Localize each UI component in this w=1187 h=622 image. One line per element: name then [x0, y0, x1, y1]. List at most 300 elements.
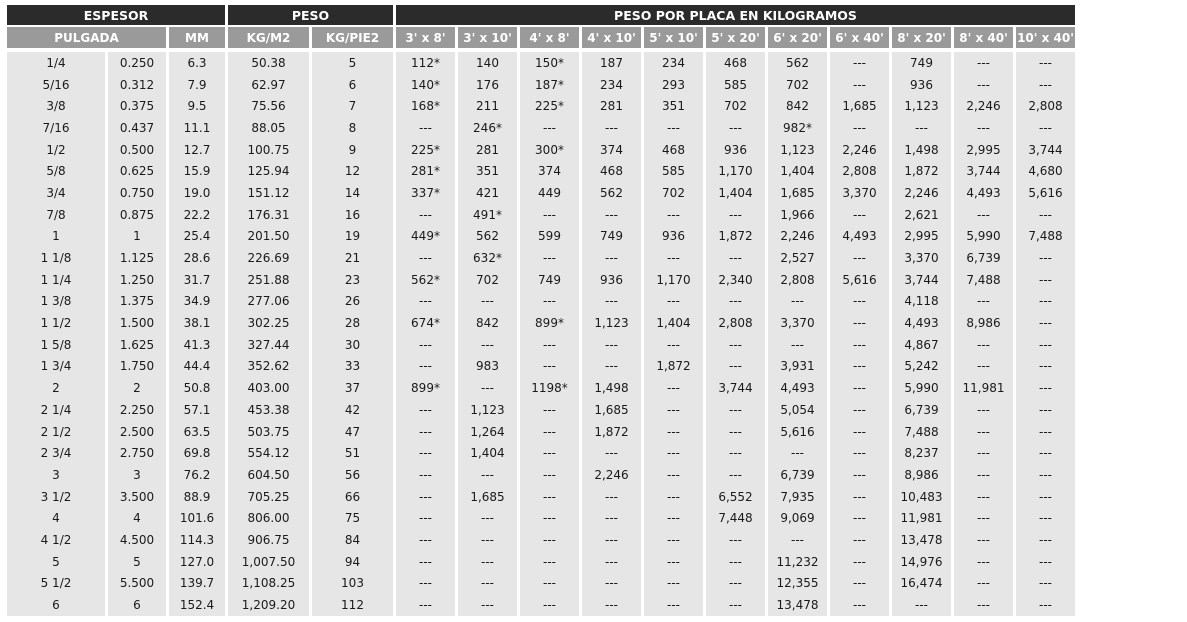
table-cell: 2,808 — [1016, 95, 1075, 117]
table-cell: 5 — [108, 551, 166, 573]
table-cell: 10,483 — [892, 486, 951, 508]
table-cell: 0.437 — [108, 117, 166, 139]
table-cell: 34.9 — [169, 291, 225, 313]
table-cell: 2 — [7, 377, 105, 399]
table-cell: 37 — [312, 377, 393, 399]
column-header: 6' x 40' — [830, 25, 889, 48]
table-cell: --- — [582, 117, 641, 139]
table-cell: 4,680 — [1016, 160, 1075, 182]
table-cell: --- — [1016, 269, 1075, 291]
table-row — [7, 464, 1075, 486]
table-cell: --- — [830, 377, 889, 399]
table-cell: --- — [954, 529, 1013, 551]
table-cell: 1,498 — [892, 139, 951, 161]
column-header: 5' x 20' — [706, 25, 765, 48]
table-cell: 4,867 — [892, 334, 951, 356]
table-cell: --- — [520, 204, 579, 226]
table-cell: 6 — [108, 594, 166, 616]
table-cell: 12,355 — [768, 573, 827, 595]
table-cell: --- — [582, 594, 641, 616]
table-cell: 234 — [582, 74, 641, 96]
column-header: 3' x 10' — [458, 25, 517, 48]
table-cell: 94 — [312, 551, 393, 573]
table-cell: --- — [582, 204, 641, 226]
table-cell: --- — [892, 594, 951, 616]
table-cell: --- — [954, 486, 1013, 508]
table-cell: --- — [830, 74, 889, 96]
table-cell: 187 — [582, 52, 641, 74]
table-cell: 1,170 — [644, 269, 703, 291]
table-cell: 702 — [644, 182, 703, 204]
table-cell: --- — [458, 334, 517, 356]
table-cell: --- — [1016, 74, 1075, 96]
table-cell: 114.3 — [169, 529, 225, 551]
table-cell: 1 1/8 — [7, 247, 105, 269]
table-cell: 3/4 — [7, 182, 105, 204]
table-cell: 251.88 — [228, 269, 309, 291]
table-cell: 806.00 — [228, 507, 309, 529]
table-cell: --- — [1016, 594, 1075, 616]
table-cell: --- — [706, 204, 765, 226]
table-cell: --- — [396, 291, 455, 313]
table-cell: 562 — [458, 226, 517, 248]
table-cell: --- — [520, 442, 579, 464]
table-cell: --- — [830, 486, 889, 508]
table-cell: 84 — [312, 529, 393, 551]
table-cell: 468 — [644, 139, 703, 161]
table-cell: 12 — [312, 160, 393, 182]
table-cell: 28.6 — [169, 247, 225, 269]
table-cell: 4.500 — [108, 529, 166, 551]
table-cell: 6.3 — [169, 52, 225, 74]
table-cell: 1.500 — [108, 312, 166, 334]
table-cell: --- — [520, 551, 579, 573]
column-header: PULGADA — [7, 25, 166, 48]
column-header: 5' x 10' — [644, 25, 703, 48]
table-cell: 31.7 — [169, 269, 225, 291]
table-cell: 899* — [520, 312, 579, 334]
table-cell: 2,621 — [892, 204, 951, 226]
table-cell: 468 — [706, 52, 765, 74]
column-header: 10' x 40' — [1016, 25, 1075, 48]
table-cell: --- — [1016, 529, 1075, 551]
table-cell: --- — [458, 594, 517, 616]
table-cell: --- — [706, 399, 765, 421]
table-row — [7, 551, 1075, 573]
table-cell: 3 — [7, 464, 105, 486]
table-cell: 842 — [768, 95, 827, 117]
table-cell: --- — [1016, 356, 1075, 378]
table-cell: --- — [396, 551, 455, 573]
table-cell: 403.00 — [228, 377, 309, 399]
table-cell: --- — [644, 594, 703, 616]
table-cell: --- — [458, 377, 517, 399]
table-row — [7, 226, 1075, 248]
table-cell: 449* — [396, 226, 455, 248]
table-cell: 300* — [520, 139, 579, 161]
table-cell: --- — [520, 399, 579, 421]
table-cell: --- — [396, 529, 455, 551]
table-cell: 374 — [582, 139, 641, 161]
table-cell: --- — [396, 247, 455, 269]
table-cell: 5,616 — [830, 269, 889, 291]
table-cell: --- — [520, 464, 579, 486]
table-row — [7, 312, 1075, 334]
table-row — [7, 182, 1075, 204]
table-cell: 4,118 — [892, 291, 951, 313]
table-cell: --- — [644, 551, 703, 573]
table-cell: 152.4 — [169, 594, 225, 616]
table-cell: 201.50 — [228, 226, 309, 248]
table-cell: 44.4 — [169, 356, 225, 378]
table-cell: --- — [458, 529, 517, 551]
table-cell: 585 — [644, 160, 703, 182]
table-cell: 1,007.50 — [228, 551, 309, 573]
table-cell: --- — [396, 486, 455, 508]
table-cell: --- — [768, 291, 827, 313]
table-cell: --- — [706, 356, 765, 378]
table-row — [7, 507, 1075, 529]
table-cell: --- — [582, 334, 641, 356]
table-cell: 1,872 — [582, 421, 641, 443]
table-cell: --- — [830, 442, 889, 464]
column-header: 8' x 40' — [954, 25, 1013, 48]
table-cell: 8,986 — [954, 312, 1013, 334]
table-cell: 1,404 — [768, 160, 827, 182]
table-row — [7, 334, 1075, 356]
table-row — [7, 291, 1075, 313]
table-row — [7, 421, 1075, 443]
table-cell: 3,744 — [706, 377, 765, 399]
table-cell: --- — [954, 573, 1013, 595]
table-cell: 7.9 — [169, 74, 225, 96]
table-cell: --- — [830, 52, 889, 74]
table-cell: 562* — [396, 269, 455, 291]
table-body — [7, 52, 1075, 616]
table-cell: 2,246 — [768, 226, 827, 248]
table-cell: --- — [520, 334, 579, 356]
table-cell: 13,478 — [768, 594, 827, 616]
table-cell: 14,976 — [892, 551, 951, 573]
table-cell: 7,488 — [954, 269, 1013, 291]
table-cell: --- — [582, 247, 641, 269]
table-cell: 3,370 — [892, 247, 951, 269]
table-cell: --- — [830, 291, 889, 313]
table-cell: 5,616 — [768, 421, 827, 443]
table-cell: --- — [396, 573, 455, 595]
table-cell: --- — [1016, 399, 1075, 421]
table-row — [7, 95, 1075, 117]
table-cell: 225* — [396, 139, 455, 161]
column-header: KG/M2 — [228, 25, 309, 48]
table-cell: 0.500 — [108, 139, 166, 161]
table-cell: 2,246 — [582, 464, 641, 486]
table-cell: 1,209.20 — [228, 594, 309, 616]
table-cell: --- — [582, 442, 641, 464]
group-header-weight: PESO — [228, 5, 393, 25]
table-cell: 281 — [582, 95, 641, 117]
table-cell: 9 — [312, 139, 393, 161]
table-cell: --- — [458, 291, 517, 313]
table-cell: 62.97 — [228, 74, 309, 96]
table-cell: 50.8 — [169, 377, 225, 399]
table-cell: 150* — [520, 52, 579, 74]
table-cell: --- — [520, 356, 579, 378]
table-cell: 1,123 — [458, 399, 517, 421]
table-cell: --- — [458, 573, 517, 595]
table-cell: --- — [830, 399, 889, 421]
table-cell: 2.250 — [108, 399, 166, 421]
table-cell: --- — [396, 356, 455, 378]
table-cell: 6 — [312, 74, 393, 96]
table-cell: 76.2 — [169, 464, 225, 486]
table-cell: 11,981 — [892, 507, 951, 529]
table-cell: --- — [396, 442, 455, 464]
table-cell: 5 — [312, 52, 393, 74]
table-cell: 56 — [312, 464, 393, 486]
table-row — [7, 139, 1075, 161]
table-row — [7, 594, 1075, 616]
table-cell: --- — [830, 507, 889, 529]
table-cell: 75.56 — [228, 95, 309, 117]
table-cell: --- — [520, 594, 579, 616]
table-cell: 0.750 — [108, 182, 166, 204]
table-row — [7, 247, 1075, 269]
table-cell: 1 3/8 — [7, 291, 105, 313]
table-cell: 2,246 — [830, 139, 889, 161]
table-cell: 6,552 — [706, 486, 765, 508]
table-cell: --- — [644, 486, 703, 508]
table-cell: --- — [1016, 52, 1075, 74]
table-row — [7, 573, 1075, 595]
table-cell: 7/8 — [7, 204, 105, 226]
table-cell: --- — [706, 594, 765, 616]
column-header: KG/PIE2 — [312, 25, 393, 48]
table-cell: 1198* — [520, 377, 579, 399]
table-cell: 983 — [458, 356, 517, 378]
table-cell: --- — [830, 204, 889, 226]
table-cell: 47 — [312, 421, 393, 443]
table-cell: 1 1/4 — [7, 269, 105, 291]
table-cell: 5/16 — [7, 74, 105, 96]
table-cell: 1.125 — [108, 247, 166, 269]
table-cell: --- — [1016, 486, 1075, 508]
table-cell: --- — [954, 334, 1013, 356]
table-cell: --- — [1016, 334, 1075, 356]
table-cell: 140* — [396, 74, 455, 96]
table-cell: 374 — [520, 160, 579, 182]
table-cell: 1,170 — [706, 160, 765, 182]
table-cell: 302.25 — [228, 312, 309, 334]
table-row — [7, 52, 1075, 74]
table-cell: 176.31 — [228, 204, 309, 226]
table-cell: 281 — [458, 139, 517, 161]
table-cell: --- — [520, 291, 579, 313]
table-cell: --- — [830, 573, 889, 595]
table-cell: 4,493 — [768, 377, 827, 399]
table-cell: 176 — [458, 74, 517, 96]
table-cell: 66 — [312, 486, 393, 508]
table-cell: 4,493 — [892, 312, 951, 334]
table-cell: --- — [520, 421, 579, 443]
table-cell: 1,123 — [768, 139, 827, 161]
table-cell: 33 — [312, 356, 393, 378]
table-cell: --- — [706, 573, 765, 595]
table-cell: 491* — [458, 204, 517, 226]
table-cell: 1,123 — [892, 95, 951, 117]
table-cell: 2 3/4 — [7, 442, 105, 464]
table-cell: --- — [830, 529, 889, 551]
table-cell: --- — [706, 551, 765, 573]
table-cell: 1.750 — [108, 356, 166, 378]
table-cell: 1.375 — [108, 291, 166, 313]
table-cell: 26 — [312, 291, 393, 313]
table-cell: 5.500 — [108, 573, 166, 595]
table-cell: 3 — [108, 464, 166, 486]
table-cell: 5 — [7, 551, 105, 573]
table-cell: --- — [768, 442, 827, 464]
table-cell: --- — [830, 421, 889, 443]
table-cell: --- — [1016, 442, 1075, 464]
table-cell: 69.8 — [169, 442, 225, 464]
table-cell: 7 — [312, 95, 393, 117]
table-cell: --- — [458, 551, 517, 573]
table-cell: 293 — [644, 74, 703, 96]
table-cell: 1,685 — [458, 486, 517, 508]
table-cell: --- — [830, 312, 889, 334]
table-row — [7, 486, 1075, 508]
table-cell: 468 — [582, 160, 641, 182]
table-cell: --- — [644, 204, 703, 226]
table-cell: 57.1 — [169, 399, 225, 421]
table-cell: 1,966 — [768, 204, 827, 226]
table-cell: 1,872 — [706, 226, 765, 248]
table-cell: 453.38 — [228, 399, 309, 421]
table-cell: 3,370 — [768, 312, 827, 334]
table-cell: 1/4 — [7, 52, 105, 74]
table-cell: --- — [644, 291, 703, 313]
table-cell: 75 — [312, 507, 393, 529]
table-cell: 7,488 — [1016, 226, 1075, 248]
table-cell: 0.312 — [108, 74, 166, 96]
table-cell: 127.0 — [169, 551, 225, 573]
table-cell: 2 1/4 — [7, 399, 105, 421]
table-cell: 2,808 — [706, 312, 765, 334]
table-cell: 604.50 — [228, 464, 309, 486]
table-cell: 936 — [706, 139, 765, 161]
table-cell: --- — [954, 551, 1013, 573]
table-cell: 63.5 — [169, 421, 225, 443]
table-row — [7, 442, 1075, 464]
table-cell: 2,995 — [892, 226, 951, 248]
table-cell: 226.69 — [228, 247, 309, 269]
table-cell: 1.625 — [108, 334, 166, 356]
table-cell: 50.38 — [228, 52, 309, 74]
column-header: 3' x 8' — [396, 25, 455, 48]
table-cell: --- — [396, 334, 455, 356]
table-cell: 3,744 — [1016, 139, 1075, 161]
table-cell: 8 — [312, 117, 393, 139]
table-cell: --- — [706, 529, 765, 551]
table-cell: --- — [1016, 573, 1075, 595]
table-cell: --- — [706, 442, 765, 464]
table-cell: 51 — [312, 442, 393, 464]
table-cell: 101.6 — [169, 507, 225, 529]
table-cell: --- — [520, 247, 579, 269]
table-cell: 562 — [768, 52, 827, 74]
table-cell: 14 — [312, 182, 393, 204]
table-cell: 11,232 — [768, 551, 827, 573]
table-row — [7, 204, 1075, 226]
table-cell: 5,054 — [768, 399, 827, 421]
table-cell: --- — [1016, 291, 1075, 313]
table-cell: 1,685 — [582, 399, 641, 421]
table-cell: 1,404 — [458, 442, 517, 464]
table-cell: --- — [644, 334, 703, 356]
table-cell: 749 — [520, 269, 579, 291]
table-cell: 4 — [7, 507, 105, 529]
table-cell: 281* — [396, 160, 455, 182]
column-header: 4' x 10' — [582, 25, 641, 48]
table-cell: 562 — [582, 182, 641, 204]
table-cell: 2.750 — [108, 442, 166, 464]
table-cell: 9,069 — [768, 507, 827, 529]
table-cell: --- — [830, 464, 889, 486]
table-cell: --- — [954, 507, 1013, 529]
table-cell: 1 5/8 — [7, 334, 105, 356]
table-cell: --- — [1016, 507, 1075, 529]
table-cell: 19 — [312, 226, 393, 248]
table-cell: 88.05 — [228, 117, 309, 139]
table-cell: 3,931 — [768, 356, 827, 378]
table-cell: 2,995 — [954, 139, 1013, 161]
table-cell: --- — [706, 117, 765, 139]
table-row — [7, 117, 1075, 139]
table-cell: --- — [706, 247, 765, 269]
table-cell: 421 — [458, 182, 517, 204]
table-cell: 6,739 — [768, 464, 827, 486]
table-cell: 38.1 — [169, 312, 225, 334]
table-cell: 187* — [520, 74, 579, 96]
table-cell: --- — [954, 204, 1013, 226]
table-cell: --- — [954, 52, 1013, 74]
table-row — [7, 377, 1075, 399]
table-cell: --- — [954, 291, 1013, 313]
table-cell: 5,616 — [1016, 182, 1075, 204]
table-cell: 25.4 — [169, 226, 225, 248]
table-cell: 168* — [396, 95, 455, 117]
table-cell: --- — [954, 117, 1013, 139]
table-cell: 7,488 — [892, 421, 951, 443]
table-cell: --- — [1016, 117, 1075, 139]
table-cell: 749 — [582, 226, 641, 248]
table-cell: --- — [954, 421, 1013, 443]
table-cell: --- — [830, 356, 889, 378]
table-cell: 327.44 — [228, 334, 309, 356]
table-cell: --- — [644, 573, 703, 595]
table-cell: --- — [396, 507, 455, 529]
table-cell: --- — [644, 399, 703, 421]
table-cell: 11,981 — [954, 377, 1013, 399]
table-cell: 1,872 — [892, 160, 951, 182]
table-cell: --- — [768, 529, 827, 551]
table-cell: 585 — [706, 74, 765, 96]
table-cell: 2,808 — [830, 160, 889, 182]
table-cell: 702 — [706, 95, 765, 117]
table-row — [7, 356, 1075, 378]
table-cell: --- — [396, 421, 455, 443]
table-cell: 16 — [312, 204, 393, 226]
